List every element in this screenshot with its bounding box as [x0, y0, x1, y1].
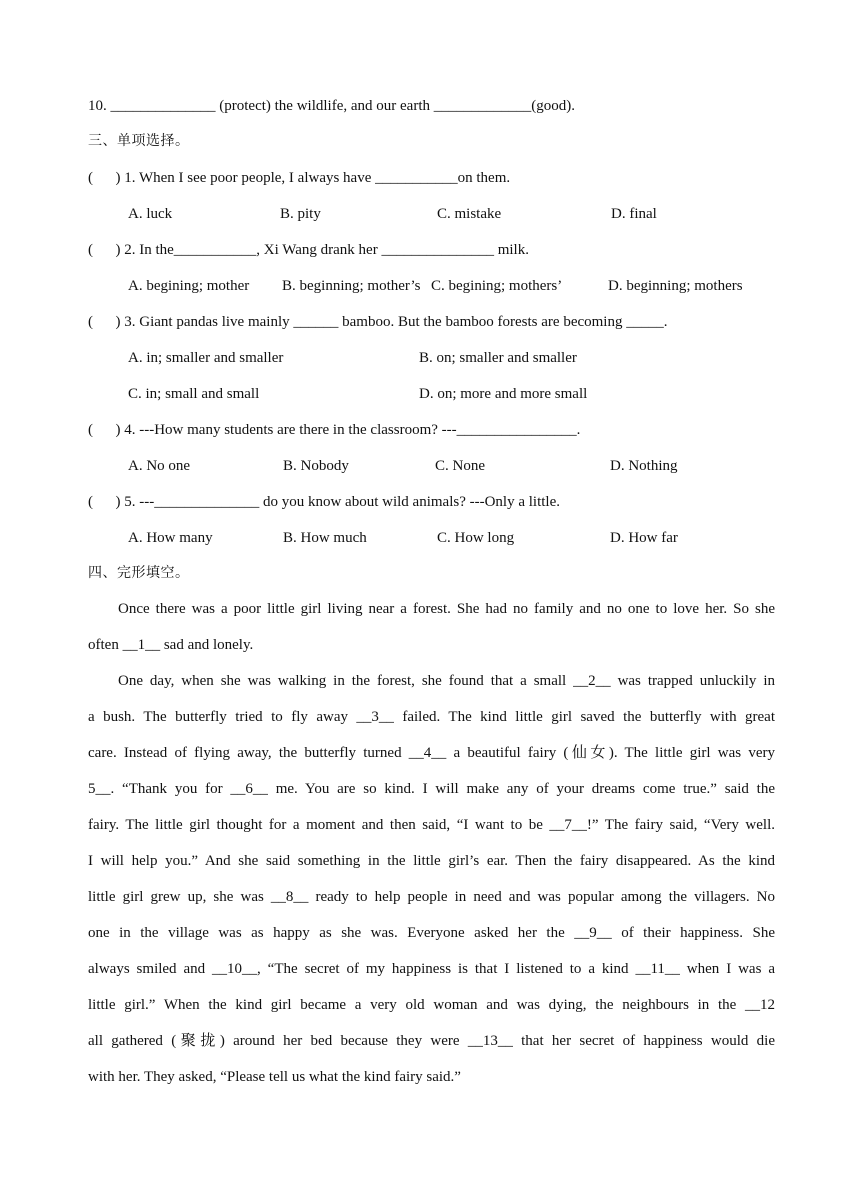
passage-line: often __1__ sad and lonely.	[88, 637, 254, 653]
mc-question-4-stem: ( ) 4. ---How many students are there in the classroom? ---________________.	[88, 422, 581, 438]
option-a: A. begining; mother	[128, 278, 250, 294]
option-b: B. on; smaller and smaller	[419, 350, 577, 366]
passage-line: always smiled and __10__, “The secret of my happiness is that I listened to a kind __11__ when I was a	[88, 961, 775, 977]
passage-line: little girl.” When the kind girl became a very old woman and was dying, the neighbours in the __12	[88, 997, 775, 1013]
passage-line: I will help you.” And she said something in the little girl’s ear. Then the fairy disappeared. As the kind	[88, 853, 775, 869]
question-10: 10. ______________ (protect) the wildlife, and our earth _____________(good).	[88, 98, 575, 114]
option-d: D. Nothing	[610, 458, 678, 474]
passage-line: all gathered (聚拢) around her bed because they were __13__ that her secret of happiness would die	[88, 1033, 775, 1049]
option-c: C. mistake	[437, 206, 502, 222]
passage-line: with her. They asked, “Please tell us what the kind fairy said.”	[88, 1069, 461, 1085]
passage-line: care. Instead of flying away, the butterfly turned __4__ a beautiful fairy (仙女). The little girl was very	[88, 745, 775, 761]
mc-question-5-stem: ( ) 5. ---______________ do you know about wild animals? ---Only a little.	[88, 494, 561, 510]
cloze-passage	[88, 591, 775, 1095]
passage-line: one in the village was as happy as she was. Everyone asked her the __9__ of their happiness. She	[88, 925, 775, 941]
option-a: A. luck	[128, 206, 173, 222]
option-a: A. No one	[128, 458, 191, 474]
option-c: C. None	[435, 458, 485, 474]
option-d: D. How far	[610, 530, 678, 546]
passage-line: a bush. The butterfly tried to fly away __3__ failed. The kind little girl saved the butterfly with great	[88, 709, 775, 725]
option-c: C. How long	[437, 530, 515, 546]
passage-line: little girl grew up, she was __8__ ready to help people in need and was popular among the villagers. No	[88, 889, 775, 905]
option-d: D. on; more and more small	[419, 386, 588, 402]
option-b: B. beginning; mother’s	[282, 278, 421, 294]
mc-question-1-stem: ( ) 1. When I see poor people, I always have ___________on them.	[88, 170, 511, 186]
option-d: D. beginning; mothers	[608, 278, 743, 294]
option-b: B. pity	[280, 206, 321, 222]
option-a: A. in; smaller and smaller	[128, 350, 284, 366]
passage-line: 5__. “Thank you for __6__ me. You are so kind. I will make any of your dreams come true.” said the	[88, 781, 775, 797]
section-4-heading: 四、完形填空。	[88, 565, 190, 581]
option-b: B. How much	[283, 530, 367, 546]
passage-line: Once there was a poor little girl living near a forest. She had no family and no one to love her. So she	[118, 601, 775, 617]
option-b: B. Nobody	[283, 458, 349, 474]
passage-line: One day, when she was walking in the forest, she found that a small __2__ was trapped unluckily in	[118, 673, 775, 689]
option-d: D. final	[611, 206, 657, 222]
mc-question-3-stem: ( ) 3. Giant pandas live mainly ______ bamboo. But the bamboo forests are becoming _____.	[88, 314, 668, 330]
option-a: A. How many	[128, 530, 213, 546]
section-3-heading: 三、单项选择。	[88, 133, 190, 149]
passage-line: fairy. The little girl thought for a moment and then said, “I want to be __7__!” The fairy said, “Very well.	[88, 817, 775, 833]
mc-question-2-stem: ( ) 2. In the___________, Xi Wang drank her _______________ milk.	[88, 242, 529, 258]
option-c: C. in; small and small	[128, 386, 260, 402]
option-c: C. begining; mothers’	[431, 278, 563, 294]
